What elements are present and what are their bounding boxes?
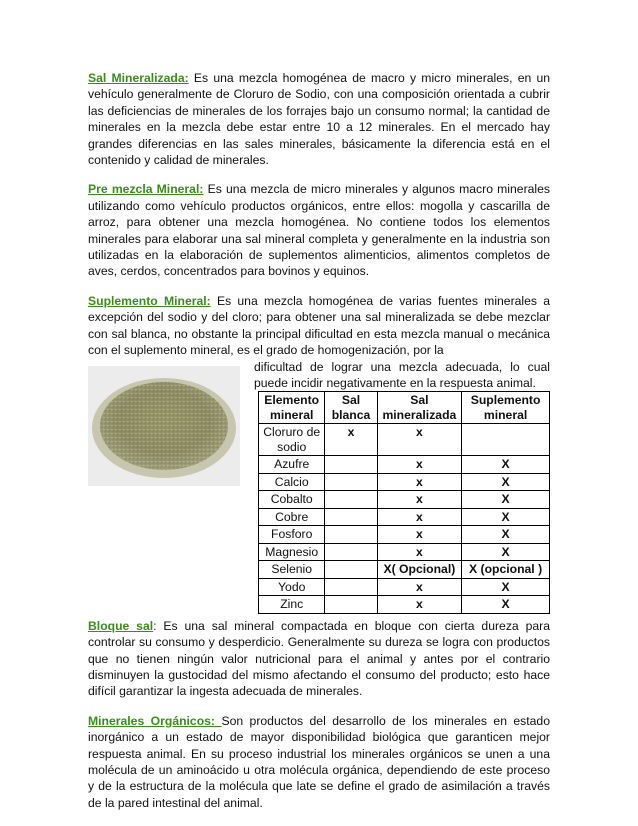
table-cell — [325, 456, 377, 474]
table-cell: x — [377, 508, 461, 526]
table-cell — [325, 473, 377, 491]
table-cell: Selenio — [259, 561, 325, 579]
table-header-elemento: Elemento mineral — [259, 392, 325, 424]
table-row — [259, 508, 550, 526]
term-sal-mineralizada: Sal Mineralizada: — [88, 71, 189, 85]
table-cell: x — [377, 456, 461, 474]
table-cell: X — [462, 526, 550, 544]
table-cell — [325, 561, 377, 579]
table-header-sal-mineralizada: Sal mineralizada — [377, 392, 461, 424]
table-cell: Cobre — [259, 508, 325, 526]
table-header-suplemento: Suplemento mineral — [462, 392, 550, 424]
text-bloque: Es una sal mineral compactada en bloque con cierta dureza para controlar su consumo y desperdicio. Generalmente su dureza se logra con productos que no tienen ningún valor nutricional para el animal y antes por el contrario disminuyen la gustocidad del mismo afectando el consumo del producto; esto hace difícil garantizar la ingesta adecuada de minerales. — [88, 618, 550, 699]
minerals-table — [258, 391, 550, 614]
table-cell — [325, 578, 377, 596]
table-header-row — [259, 392, 550, 424]
term-organicos: Minerales Orgánicos: — [88, 713, 222, 728]
table-row — [259, 473, 550, 491]
paragraph-pre-mezcla — [88, 181, 550, 279]
text-suplemento: Es una mezcla homogénea de varias fuentes minerales a excepción del sodio y del cloro; para obtener una sal mineralizada se debe mezclar con sal blanca, no obstante la principal dificultad en esta mezcla manual o mecánica con el suplemento mineral, es el grado de homogenización, por la — [88, 293, 551, 358]
table-cell: x — [377, 526, 461, 544]
table-row — [259, 578, 550, 596]
colon-bloque: : — [153, 618, 157, 633]
table-cell: Zinc — [259, 596, 325, 614]
paragraph-bloque — [88, 618, 550, 700]
term-pre-mezcla: Pre mezcla Mineral: — [88, 182, 204, 197]
paragraph-suplemento — [88, 293, 550, 359]
document-page — [88, 70, 550, 824]
table-row — [259, 543, 550, 561]
table-cell: x — [377, 424, 461, 456]
table-cell: x — [377, 543, 461, 561]
table-row — [259, 424, 550, 456]
table-cell — [325, 543, 377, 561]
mineral-powder-image — [88, 359, 240, 589]
table-header-sal-blanca: Sal blanca — [325, 392, 377, 424]
table-cell — [325, 526, 377, 544]
table-cell: x — [377, 596, 461, 614]
figure-and-table — [88, 359, 550, 614]
paragraph-sal-mineralizada — [88, 70, 550, 168]
table-row — [259, 596, 550, 614]
table-cell: X (opcional ) — [462, 561, 550, 579]
table-cell: X — [462, 543, 550, 561]
text-suplemento-continuation: dificultad de lograr una mezcla adecuada, lo cual puede incidir negativamente en la respuesta animal. — [254, 359, 550, 390]
table-row — [259, 491, 550, 509]
table-cell: Azufre — [259, 456, 325, 474]
table-cell: Cobalto — [259, 491, 325, 509]
table-cell: Cloruro de sodio — [259, 424, 325, 456]
text-sal-mineralizada: Es una mezcla homogénea de macro y micro minerales, en un vehículo generalmente de Cloruro de Sodio, con una composición orientada a cubrir las deficiencias de minerales de los forrajes bajo un consumo normal; la cantidad de minerales en la mezcla debe estar entre 10 a 12 minerales. En el mercado hay grandes diferencias en las sales minerales, básicamente la diferencia está en el contenido y calidad de minerales. — [88, 71, 550, 168]
table-cell — [462, 424, 550, 456]
table-cell: Fosforo — [259, 526, 325, 544]
table-cell: Yodo — [259, 578, 325, 596]
table-cell: x — [325, 424, 377, 456]
text-organicos: Son productos del desarrollo de los minerales en estado inorgánico a un estado de mayor disponibilidad biológica que garanticen mejor respuesta animal. En su proceso industrial los minerales orgánicos se unen a una molécula de un aminoácido u otra molécula orgánica, dependiendo de este proceso y de la estructura de la molécula que late se define el grado de asimilación a través de la pared intestinal del animal. — [88, 713, 550, 810]
table-cell: Magnesio — [259, 543, 325, 561]
table-cell: x — [377, 491, 461, 509]
table-column — [254, 359, 550, 614]
table-cell: X( Opcional) — [377, 561, 461, 579]
table-row — [259, 561, 550, 579]
table-cell: X — [462, 491, 550, 509]
table-cell — [325, 596, 377, 614]
table-cell: x — [377, 473, 461, 491]
table-cell: X — [462, 473, 550, 491]
table-cell: X — [462, 596, 550, 614]
term-suplemento: Suplemento Mineral: — [88, 293, 211, 308]
mineral-powder-pile-icon — [88, 366, 240, 486]
term-bloque: Bloque sal — [88, 618, 154, 633]
table-cell: X — [462, 578, 550, 596]
table-cell: X — [462, 456, 550, 474]
table-cell: Calcio — [259, 473, 325, 491]
table-cell: X — [462, 508, 550, 526]
paragraph-organicos — [88, 713, 550, 811]
table-row — [259, 456, 550, 474]
table-cell — [325, 491, 377, 509]
text-pre-mezcla: Es una mezcla de micro minerales y algunos macro minerales utilizando como vehículo productos orgánicos, entre ellos: mogolla y cascarilla de arroz, para obtener una mezcla homogénea. No contiene todos los elementos minerales para elaborar una sal mineral completa y generalmente en la industria son utilizadas en la elaboración de suplementos alimenticios, alimentos completos de aves, cerdos, concentrados para bovinos y equinos. — [88, 182, 550, 279]
table-cell — [325, 508, 377, 526]
table-row — [259, 526, 550, 544]
table-cell: x — [377, 578, 461, 596]
